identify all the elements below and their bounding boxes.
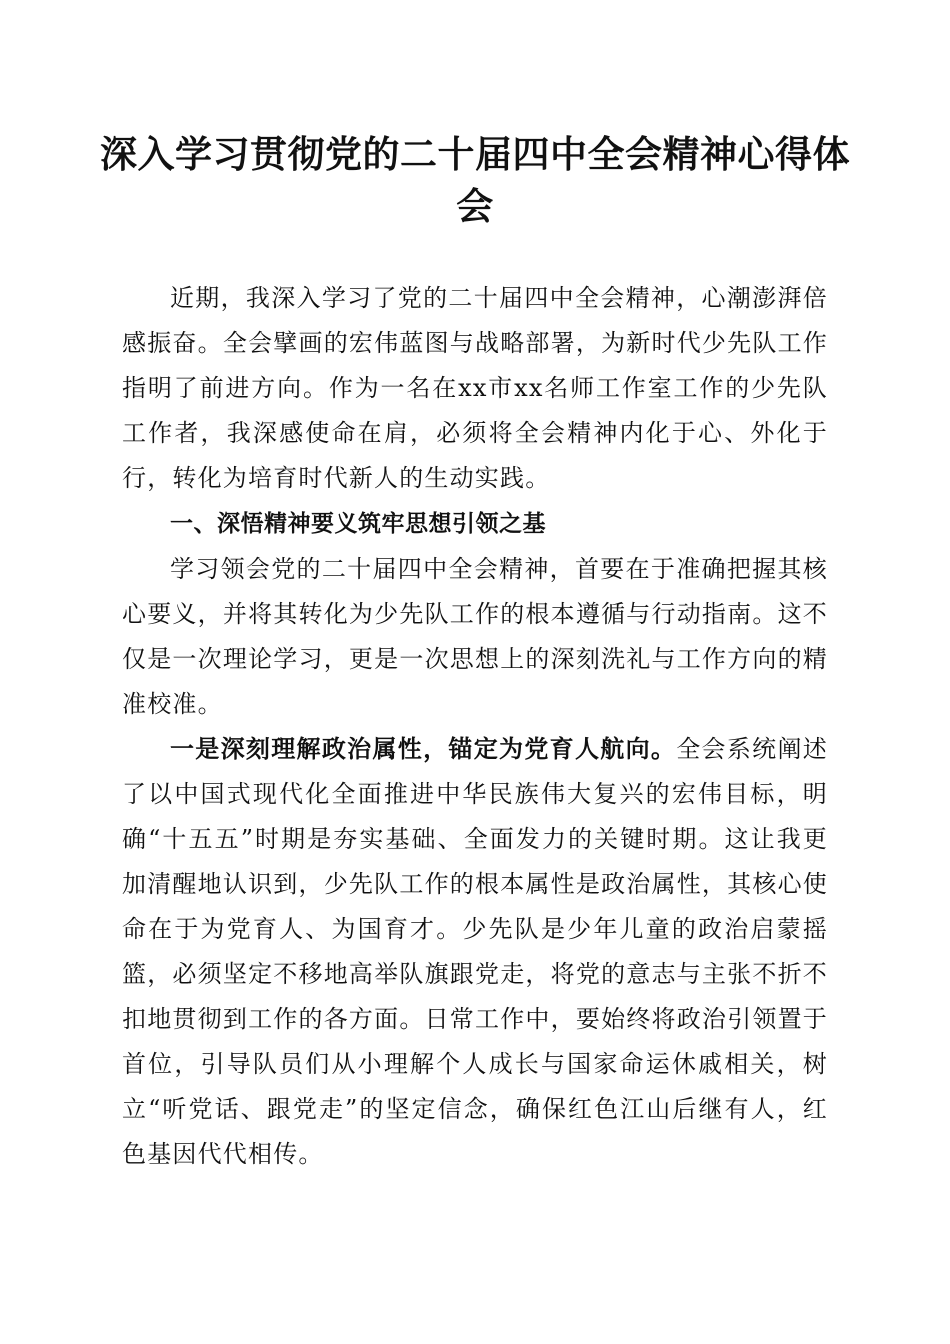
intro-paragraph: 近期，我深入学习了党的二十届四中全会精神，心潮澎湃倍感振奋。全会擘画的宏伟蓝图与战略部署，为新时代少先队工作指明了前进方向。作为一名在xx市xx名师工作室工作的少先队工作者，我深感使命在肩，必须将全会精神内化于心、外化于行，转化为培育时代新人的生动实践。 [122,284,828,492]
document-body [122,276,828,1177]
point-1-text: 全会系统阐述了以中国式现代化全面推进中华民族伟大复兴的宏伟目标，明确“十五五”时期是夯实基础、全面发力的关键时期。这让我更加清醒地认识到，少先队工作的根本属性是政治属性，其核心使命在于为党育人、为国育才。少先队是少年儿童的政治启蒙摇篮，必须坚定不移地高举队旗跟党走，将党的意志与主张不折不扣地贯彻到工作的各方面。日常工作中，要始终将政治引领置于首位，引导队员们从小理解个人成长与国家命运休戚相关，树立“听党话、跟党走”的坚定信念，确保红色江山后继有人，红色基因代代相传。 [122,735,829,1168]
section-heading-1: 一、深悟精神要义筑牢思想引领之基 [170,511,546,537]
point-1-paragraph [122,727,828,1177]
section-1-paragraph: 学习领会党的二十届四中全会精神，首要在于准确把握其核心要义，并将其转化为少先队工作的根本遵循与行动指南。这不仅是一次理论学习，更是一次思想上的深刻洗礼与工作方向的精准校准。 [122,555,828,718]
document-title: 深入学习贯彻党的二十届四中全会精神心得体会 [100,132,850,228]
point-1-lead: 一是深刻理解政治属性，锚定为党育人航向。 [170,735,677,763]
